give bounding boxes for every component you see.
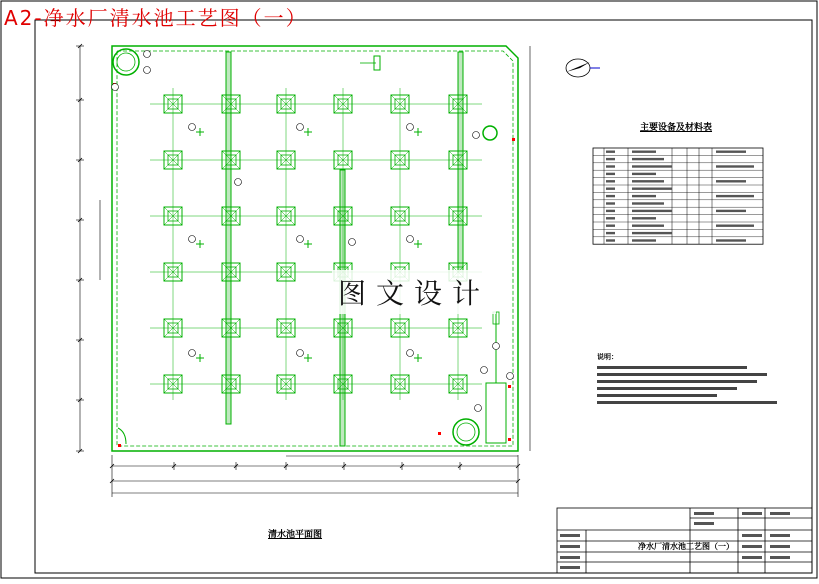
callout-3 — [235, 179, 242, 186]
title-block-text-7 — [742, 534, 762, 537]
access-hatch — [360, 56, 380, 70]
inlet-shaft — [113, 49, 139, 75]
design-notes — [597, 352, 777, 407]
title-block-text-8 — [742, 545, 762, 548]
title-block-text-9 — [742, 556, 762, 559]
title-block-text-13 — [770, 556, 790, 559]
vent-marker-5 — [407, 236, 423, 249]
callout-6 — [493, 343, 500, 350]
vent-marker-4 — [297, 236, 313, 249]
pipe-markers — [113, 83, 515, 447]
note-line-0 — [597, 366, 747, 369]
callout-9 — [475, 405, 482, 412]
callout-4 — [349, 239, 356, 246]
note-line-1 — [597, 373, 767, 376]
vent-marker-0 — [189, 124, 205, 137]
title-block-text-6 — [742, 512, 762, 515]
outlet-shaft — [453, 419, 479, 445]
north-arrow — [566, 59, 600, 77]
vent-marker-3 — [189, 236, 205, 249]
vent-markers — [189, 124, 423, 363]
page-title: A2-净水厂清水池工艺图（一） — [4, 6, 308, 30]
vent-marker-1 — [297, 124, 313, 137]
title-block-text-11 — [770, 534, 790, 537]
equipment-table — [593, 148, 763, 244]
note-line-3 — [597, 387, 737, 390]
callout-8 — [507, 373, 514, 380]
plan-view-title: 清水池平面图 — [268, 530, 323, 540]
notes-lines — [597, 366, 777, 404]
vent-marker-2 — [407, 124, 423, 137]
title-block-text-4 — [694, 512, 714, 515]
overflow-pipe — [486, 312, 506, 443]
equipment-table-title: 主要设备及材料表 — [640, 123, 713, 133]
callout-7 — [481, 367, 488, 374]
title-block-text-1 — [560, 545, 580, 548]
vent-marker-7 — [297, 350, 313, 363]
title-block-text-2 — [560, 556, 580, 559]
title-block-text-0 — [560, 534, 580, 537]
note-line-4 — [597, 394, 717, 397]
notes-title: 说明： — [597, 353, 618, 361]
watermark-text: 图文设计 — [332, 270, 496, 314]
title-block-text-12 — [770, 545, 790, 548]
callout-1 — [144, 67, 151, 74]
callout-5 — [473, 132, 480, 139]
title-block-drawing-name: 净水厂清水池工艺图（一） — [638, 542, 734, 551]
drain-sump — [118, 428, 126, 444]
title-block-text-3 — [560, 566, 580, 569]
vent-marker-6 — [189, 350, 205, 363]
vent-shaft — [483, 126, 497, 140]
title-block-text-5 — [694, 522, 714, 525]
title-block-text-10 — [770, 512, 790, 515]
baffle-walls — [226, 52, 463, 446]
vent-marker-8 — [407, 350, 423, 363]
note-line-2 — [597, 380, 757, 383]
callout-2 — [112, 84, 119, 91]
callout-0 — [144, 51, 151, 58]
note-line-5 — [597, 401, 777, 404]
